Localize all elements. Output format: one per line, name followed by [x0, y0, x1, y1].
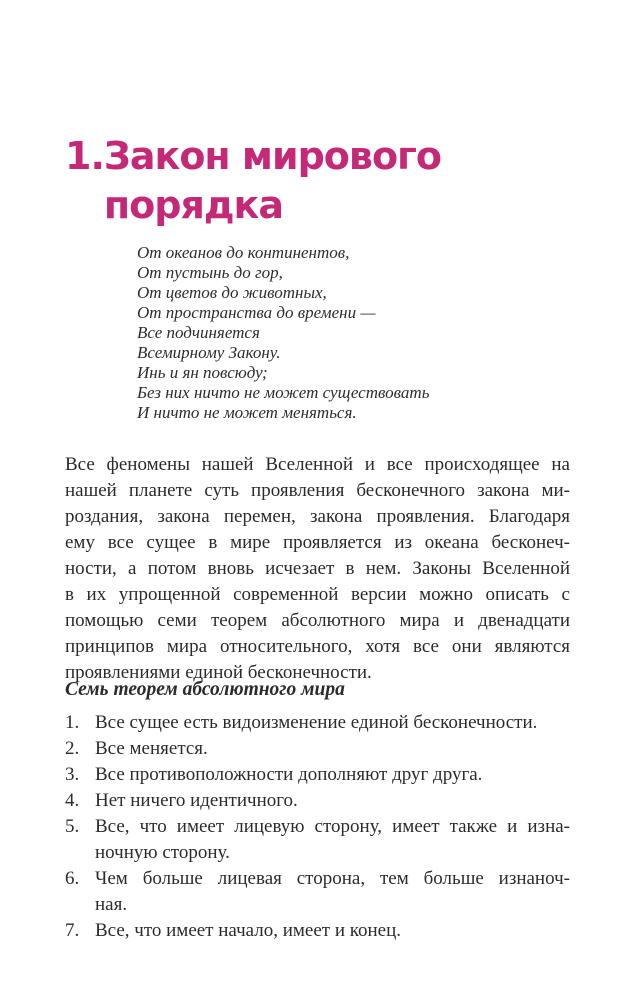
epigraph-line: От цветов до животных,: [137, 283, 327, 302]
paragraph-line: помощью семи теорем абсолютного мира и двенадцати: [65, 610, 570, 631]
theorem-number: 3.: [65, 764, 80, 785]
theorem-number: 6.: [65, 868, 80, 889]
theorem-number: 2.: [65, 738, 80, 759]
theorem-item: [65, 918, 570, 944]
chapter-number: 1.: [65, 134, 104, 178]
paragraph-line: нашей планете суть проявления бесконечного закона ми-: [65, 480, 570, 501]
body-paragraph: [65, 452, 570, 686]
theorem-text: [95, 736, 570, 762]
theorem-line: Все, что имеет начало, имеет и конец.: [95, 920, 402, 941]
section-heading: Семь теорем абсолютного мира: [65, 679, 345, 700]
theorem-item: [65, 762, 570, 788]
theorem-text: [95, 814, 570, 866]
epigraph-line: Инь и ян повсюду;: [137, 363, 268, 382]
theorem-line: Все противоположности дополняют друг друга.: [95, 764, 483, 785]
paragraph-line: ности, а потом вновь исчезает в нем. Законы Вселенной: [65, 558, 570, 579]
epigraph-line: Всемирному Закону.: [137, 343, 281, 362]
paragraph-line: Все феномены нашей Вселенной и все происходящее на: [65, 454, 570, 475]
epigraph-line: От пространства до времени —: [137, 303, 376, 322]
theorem-text: [95, 788, 570, 814]
paragraph-line: в их упрощенной современной версии можно описать с: [65, 584, 570, 605]
theorem-line: Все сущее есть видоизменение единой бесконечности.: [95, 712, 538, 733]
theorem-text: [95, 866, 570, 918]
theorem-number: 4.: [65, 790, 80, 811]
epigraph-line: Все подчиняется: [137, 323, 260, 342]
theorem-line: Нет ничего идентичного.: [95, 790, 298, 811]
theorem-text: [95, 710, 570, 736]
epigraph-line: От океанов до континентов,: [137, 243, 350, 262]
theorem-number: 1.: [65, 712, 80, 733]
theorem-line: Чем больше лицевая сторона, тем больше изнаноч-: [95, 868, 570, 889]
theorem-line: ная.: [95, 894, 128, 915]
chapter-heading: [65, 132, 441, 230]
theorem-item: [65, 788, 570, 814]
chapter-title: [104, 132, 441, 230]
theorem-line: Все меняется.: [95, 738, 208, 759]
paragraph-line: роздания, закона перемен, закона проявления. Благодаря: [65, 506, 570, 527]
theorem-item: [65, 710, 570, 736]
theorem-text: [95, 918, 570, 944]
theorem-item: [65, 736, 570, 762]
theorem-list: [65, 710, 570, 944]
chapter-title-line: Закон мирового: [103, 134, 442, 178]
paragraph-line: ему все сущее в мире проявляется из океана бесконеч-: [65, 532, 570, 553]
theorem-item: [65, 866, 570, 918]
paragraph-line: проявлениями единой бесконечности.: [65, 662, 372, 683]
chapter-title-line: порядка: [103, 183, 283, 227]
theorem-text: [95, 762, 570, 788]
epigraph-line: Без них ничто не может существовать: [137, 383, 430, 402]
epigraph: [137, 243, 429, 423]
paragraph-line: принципов мира относительного, хотя все они являются: [65, 636, 570, 657]
theorem-item: [65, 814, 570, 866]
theorem-number: 7.: [65, 920, 80, 941]
epigraph-line: От пустынь до гор,: [137, 263, 283, 282]
theorem-line: ночную сторону.: [95, 842, 230, 863]
theorem-number: 5.: [65, 816, 80, 837]
theorem-line: Все, что имеет лицевую сторону, имеет также и изна-: [95, 816, 570, 837]
epigraph-line: И ничто не может меняться.: [137, 403, 357, 422]
